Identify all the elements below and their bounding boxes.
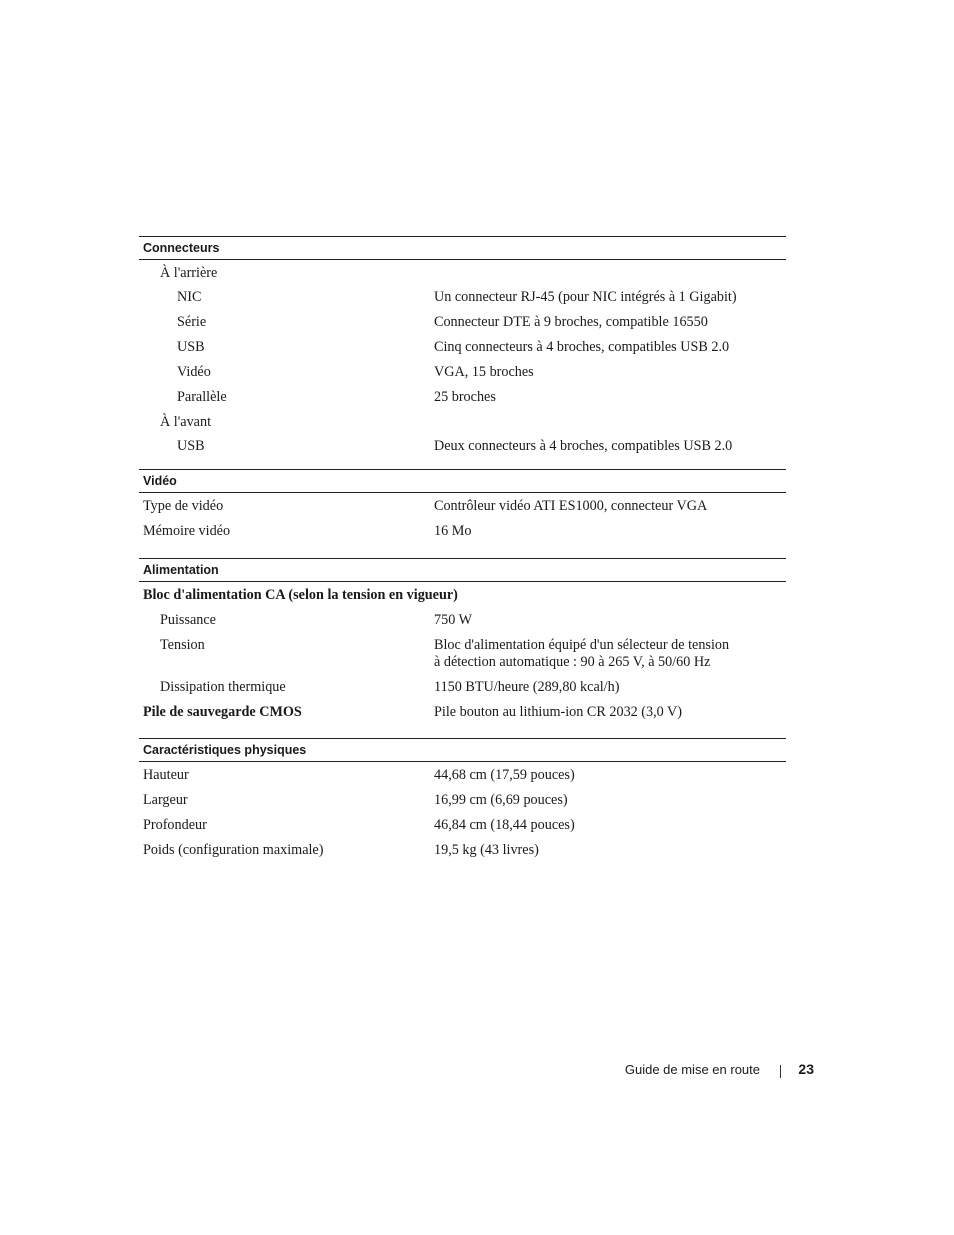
spec-key: NIC — [177, 289, 202, 305]
spec-key: Hauteur — [143, 767, 189, 783]
spec-value: Un connecteur RJ-45 (pour NIC intégrés à 1 Gigabit) — [434, 289, 737, 305]
spec-row-usb-rear — [139, 335, 786, 360]
spec-key: Puissance — [160, 612, 216, 628]
spec-row-hauteur — [139, 763, 786, 788]
spec-value-line: Bloc d'alimentation équipé d'un sélecteur de tension — [434, 637, 730, 653]
subheading-label: À l'arrière — [160, 264, 218, 281]
spec-value: 44,68 cm (17,59 pouces) — [434, 767, 575, 783]
spec-row-dissipation — [139, 675, 786, 700]
footer-separator — [780, 1065, 781, 1078]
spec-key: Parallèle — [177, 389, 227, 405]
spec-row-largeur — [139, 788, 786, 813]
spec-row-profondeur — [139, 813, 786, 838]
spec-row-usb-front — [139, 434, 786, 459]
spec-value: 16 Mo — [434, 523, 472, 539]
section-header-alimentation: Alimentation — [139, 558, 786, 582]
spec-row-memoire-video — [139, 519, 786, 544]
section-header-physiques: Caractéristiques physiques — [139, 738, 786, 762]
spec-key: Profondeur — [143, 817, 207, 833]
spec-key: Pile de sauvegarde CMOS — [143, 704, 302, 720]
spec-value: VGA, 15 broches — [434, 364, 534, 380]
spec-key: Type de vidéo — [143, 498, 224, 514]
footer-title: Guide de mise en route — [624, 1062, 760, 1077]
spec-value: 750 W — [434, 612, 472, 628]
spec-key: USB — [177, 438, 205, 454]
subheading-bloc-alimentation — [139, 583, 786, 608]
spec-value: Cinq connecteurs à 4 broches, compatibles USB 2.0 — [434, 339, 730, 355]
spec-value-line: à détection automatique : 90 à 265 V, à 50/60 Hz — [434, 654, 711, 670]
spec-row-tension — [139, 633, 786, 675]
spec-value: 1150 BTU/heure (289,80 kcal/h) — [434, 679, 620, 695]
spec-row-video-port — [139, 360, 786, 385]
page-footer — [600, 1061, 814, 1081]
spec-key: Série — [177, 314, 207, 330]
spec-key: Dissipation thermique — [160, 679, 286, 695]
spec-key: USB — [177, 339, 205, 355]
spec-key: Vidéo — [177, 364, 211, 380]
spec-key: Poids (configuration maximale) — [143, 842, 324, 858]
spec-row-parallele — [139, 385, 786, 410]
spec-value: 16,99 cm (6,69 pouces) — [434, 792, 568, 808]
spec-value: Pile bouton au lithium-ion CR 2032 (3,0 V) — [434, 704, 683, 720]
spec-row-poids — [139, 838, 786, 863]
specifications-table — [139, 236, 786, 863]
subheading-arriere — [139, 261, 786, 285]
spec-value: 46,84 cm (18,44 pouces) — [434, 817, 575, 833]
section-header-connecteurs: Connecteurs — [139, 236, 786, 260]
section-video — [139, 493, 786, 544]
spec-value: 25 broches — [434, 389, 496, 405]
spec-key: Mémoire vidéo — [143, 523, 231, 539]
section-alimentation — [139, 582, 786, 725]
spec-row-type-video — [139, 494, 786, 519]
spec-value: Deux connecteurs à 4 broches, compatibles USB 2.0 — [434, 438, 733, 454]
subheading-label: À l'avant — [160, 413, 212, 430]
spec-row-pile-cmos — [139, 700, 786, 725]
spec-key: Largeur — [143, 792, 188, 808]
spec-row-serie — [139, 310, 786, 335]
spec-value: Contrôleur vidéo ATI ES1000, connecteur VGA — [434, 498, 708, 514]
spec-value — [434, 637, 786, 671]
spec-row-puissance — [139, 608, 786, 633]
section-physiques — [139, 762, 786, 863]
spec-key: Tension — [160, 637, 205, 653]
subheading-label: Bloc d'alimentation CA (selon la tension en vigueur) — [143, 587, 458, 603]
subheading-avant — [139, 410, 786, 434]
section-header-video: Vidéo — [139, 469, 786, 493]
spec-value: 19,5 kg (43 livres) — [434, 842, 539, 858]
spec-value: Connecteur DTE à 9 broches, compatible 16550 — [434, 314, 708, 330]
section-connecteurs — [139, 260, 786, 459]
spec-row-nic — [139, 285, 786, 310]
page-number: 23 — [798, 1061, 814, 1077]
